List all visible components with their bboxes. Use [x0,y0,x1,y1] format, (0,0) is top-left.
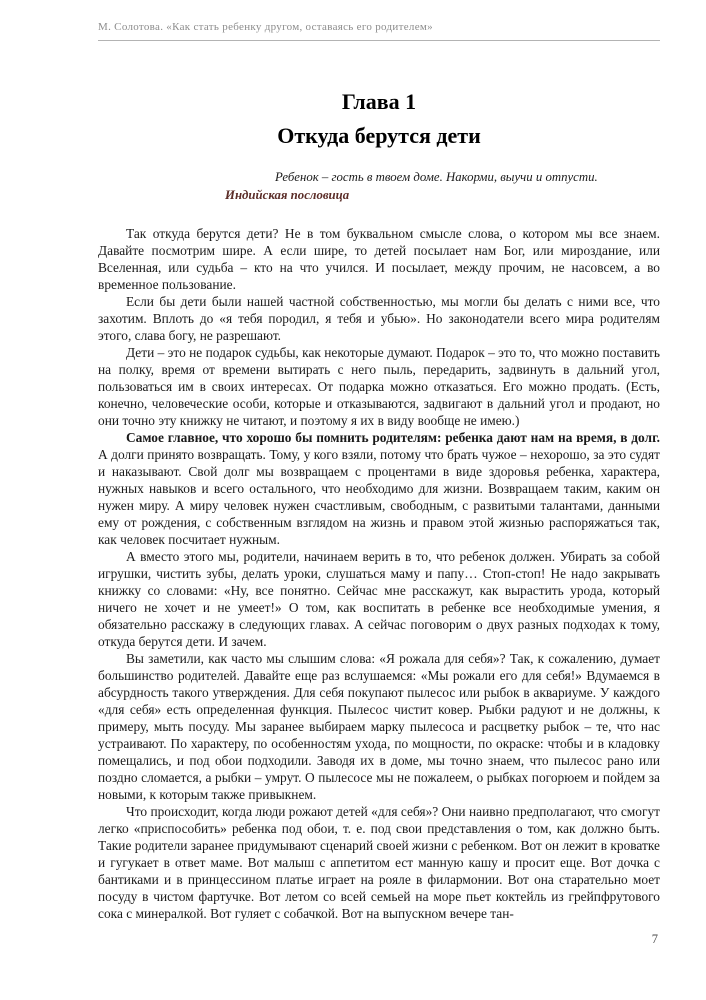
epigraph-text: Ребенок – гость в твоем доме. Накорми, выучи и отпусти. [275,170,598,184]
running-header: М. Солотова. «Как стать ребенку другом, оставаясь его родителем» [98,0,660,41]
paragraph-text: А вместо этого мы, родители, начинаем верить в то, что ребенок должен. Убирать за собой игрушки, чистить зубы, делать уроки, слушаться маму и папу… Стоп-стоп! Не надо закрывать книжку со словами: «Ну, все понятно. Сейчас мне расскажут, как вырастить урода, который ничего не хочет и не умеет!» О том, как воспитать в ребенке все необходимые умения, я обязательно расскажу в следующих главах. А сейчас поговорим о двух разных подходах к тому, откуда берутся дети. И зачем. [98,549,660,649]
chapter-body [98,225,660,922]
paragraph-bold-lead: Самое главное, что хорошо бы помнить родителям: ребенка дают нам на время, в долг. [126,430,660,445]
epigraph [225,168,660,204]
paragraph-text: Дети – это не подарок судьбы, как некоторые думают. Подарок – это то, что можно поставить на полку, время от времени вытирать с него пыль, передарить, задвинуть в дальний угол, пользоваться им в своих интересах. От подарка можно отказаться. Его можно продать. (Есть, конечно, человеческие особи, которые и отказываются, задвигают в дальний угол и продают, но они точно эту книжку не читают, и поэтому я их в виду вообще не имею.) [98,345,660,428]
paragraph [98,225,660,293]
page-number: 7 [651,932,658,946]
paragraph [98,293,660,344]
paragraph [98,429,660,548]
paragraph-text: Так откуда берутся дети? Не в том буквальном смысле слова, о котором мы все знаем. Давайте посмотрим шире. А если шире, то детей посылает нам Бог, или мироздание, или Вселенная, или судьба – кто на что учился. И посылает, между прочим, не насовсем, а во временное пользование. [98,226,660,292]
chapter-heading [98,85,660,153]
paragraph-text: А долги принято возвращать. Тому, у кого взяли, потому что брать чужое – нехорошо, за это судят и наказывают. Свой долг мы возвращаем с процентами в виде здоровья ребенка, характера, нужных навыков и всего остального, что необходимо для жизни. Возвращаем таким, каким он нужен миру. А миру человек нужен счастливым, свободным, с развитыми талантами, данными ему от рождения, с собственным взглядом на жизнь и правом этой жизнью распоряжаться так, как человек посчитает нужным. [98,447,660,547]
epigraph-author: Индийская пословица [225,188,350,202]
paragraph [98,548,660,650]
paragraph [98,344,660,429]
paragraph-text: Если бы дети были нашей частной собственностью, мы могли бы делать с ними все, что захотим. Вплоть до «я тебя породил, я тебя и убью». Но законодатели всего мира родителям этого, слава богу, не разрешают. [98,294,660,343]
paragraph [98,803,660,922]
chapter-number: Глава 1 [341,89,417,114]
paragraph-text: Что происходит, когда люди рожают детей «для себя»? Они наивно предполагают, что смогут легко «приспособить» ребенка под обои, т. е. под свои представления о том, как должно быть. Такие родители заранее придумывают сценарий своей жизни с ребенком. Вот он лежит в кроватке и гугукает в ответ маме. Вот малыш с аппетитом ест манную кашу и просит еще. Вот дочка с бантиками и в принцессином платье играет на рояле в филармонии. Вот она старательно моет посуду в чистом фартучке. Вот летом со всей семьей на море пьет коктейль из грейпфрутового сока с минералкой. Вот гуляет с собачкой. Вот на выпускном вечере тан- [98,804,660,921]
chapter-title: Откуда берутся дети [277,123,481,148]
paragraph-text: Вы заметили, как часто мы слышим слова: «Я рожала для себя»? Так, к сожалению, думает большинство родителей. Давайте еще раз вслушаемся: «Мы рожали его для себя!» Вдумаемся в абсурдность такого утверждения. Для себя покупают пылесос или рыбок в аквариуме. У каждого «для себя» есть определенная функция. Пылесос чистит ковер. Рыбки радуют и не должны, к примеру, мыть посуду. Мы заранее выбираем марку пылесоса и расцветку рыбок – те, что нас устраивают. По характеру, по особенностям ухода, по мощности, по окраске: чтобы и в кладовку помещались, и под обои подходили. Заводя их в доме, мы точно знаем, что пылесос рано или поздно сломается, а рыбки – умрут. О пылесосе мы не пожалеем, о рыбках погорюем и пойдем за новыми, к которым также привыкнем. [98,651,660,802]
paragraph [98,650,660,803]
